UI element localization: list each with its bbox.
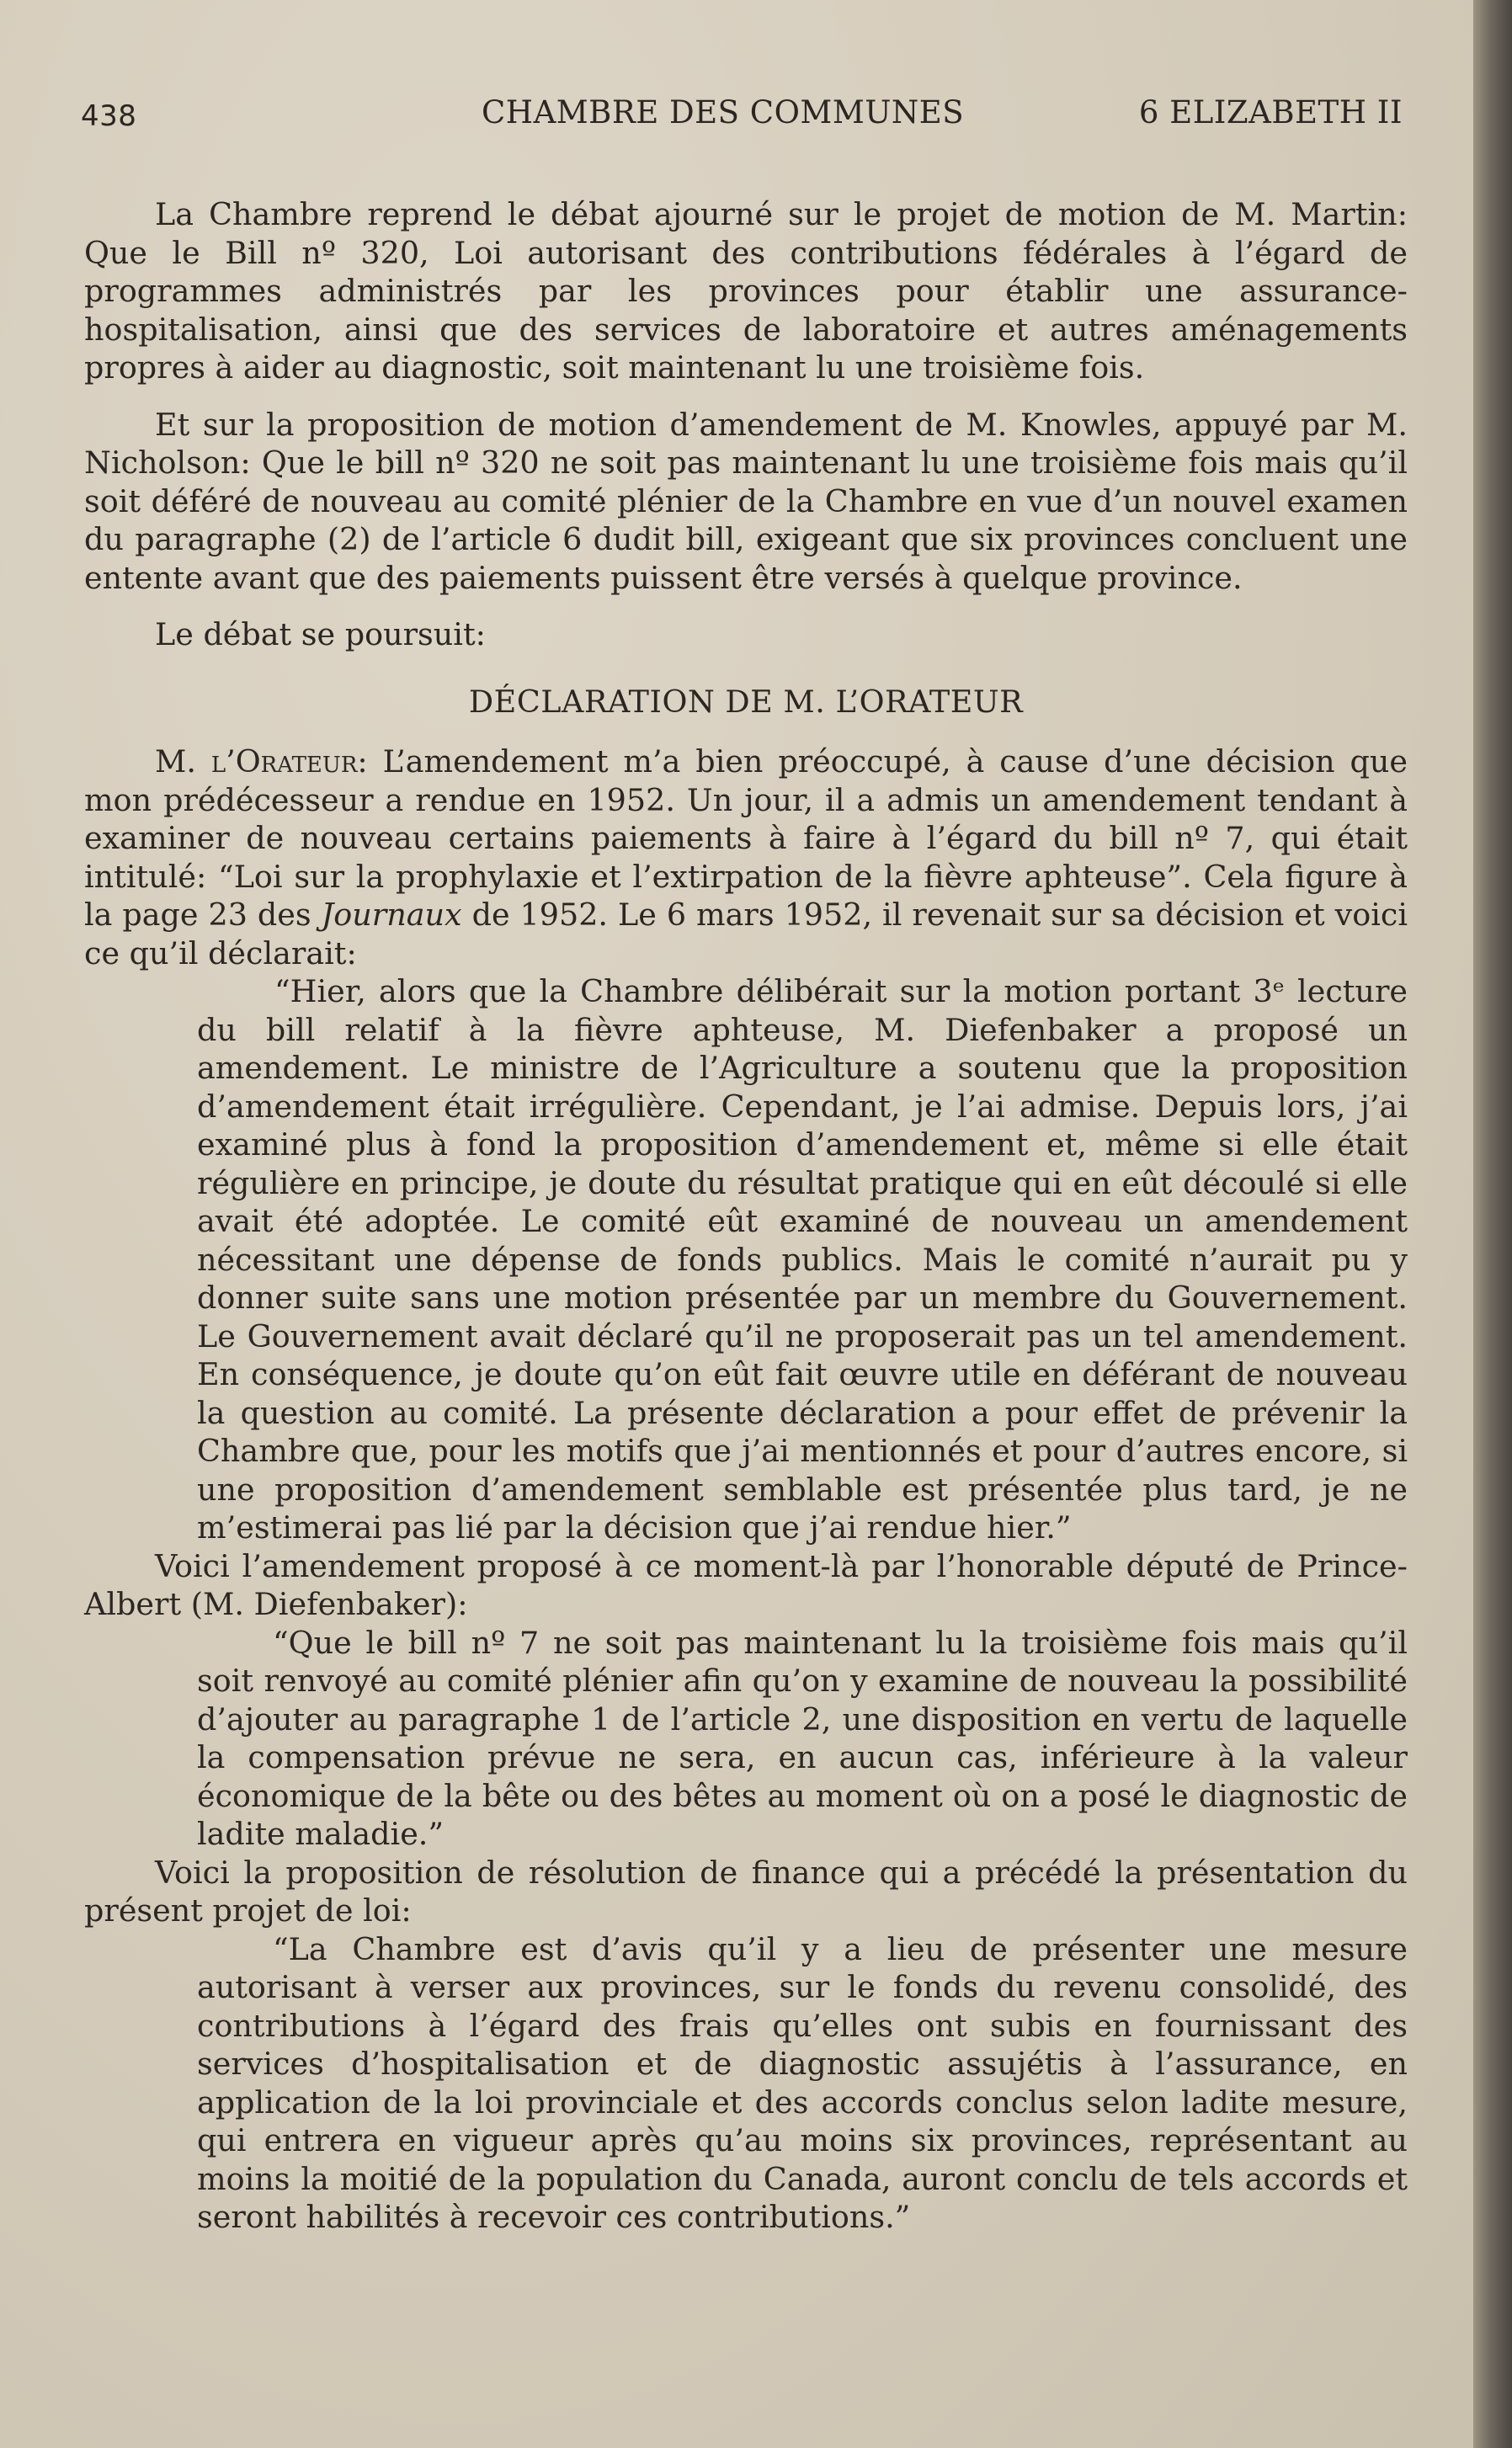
running-header	[81, 94, 1403, 136]
quote-previous-ruling: “Hier, alors que la Chambre délibérait sur la motion portant 3ᵉ lecture du bill relatif à la fièvre aphteuse, M. Diefenbaker a proposé un amendement. Le ministre de l’Agriculture a soutenu que la proposition d’amendement était irrégulière. Cependant, je l’ai admise. Depuis lors, j’ai examiné plus à fond la proposition d’amendement et, même si elle était régulière en principe, je doute du résultat pratique qui en eût découlé si elle avait été adoptée. Le comité eût examiné de nouveau un amendement nécessitant une dépense de fonds publics. Mais le comité n’aurait pu y donner suite sans une motion présentée par un membre du Gouvernement. Le Gouvernement avait déclaré qu’il ne proposerait pas un tel amendement. En conséquence, je doute qu’on eût fait œuvre utile en déférant de nouveau la question au comité. La présente déclaration a pour effet de prévenir la Chambre que, pour les motifs que j’ai mentionnés et pour d’autres encore, si une proposition d’amendement semblable est présentée plus tard, je ne m’estimerai pas lié par la décision que j’ai rendue hier.”	[197, 973, 1408, 1546]
page-body	[84, 195, 1408, 2237]
paragraph-speaker-statement	[84, 742, 1408, 972]
quote-resolution: “La Chambre est d’avis qu’il y a lieu de présenter une mesure autorisant à verser aux provinces, sur le fonds du revenu consolidé, des contributions à l’égard des frais qu’elles ont subis en fournissant des services d’hospitalisation et de diagnostic assujétis à l’assurance, en application de la loi provinciale et des accords conclus selon ladite mesure, qui entrera en vigueur après qu’au moins six provinces, représentant au moins la moitié de la population du Canada, auront conclu de tels accords et seront habilités à recevoir ces contributions.”	[197, 1930, 1408, 2235]
paragraph-debate: Le débat se poursuit:	[155, 616, 486, 652]
statement-text-2: de 1952. Le 6 mars 1952, il revenait sur sa décision et voici ce qu’il déclarait:	[84, 897, 1408, 971]
quote-amendment: “Que le bill nº 7 ne soit pas maintenant lu la troisième fois mais qu’il soit renvoyé au comité plénier afin qu’on y examine de nouveau la possibilité d’ajouter au paragraphe 1 de l’article 2, une disposition en vertu de laquelle la compensation prévue ne sera, en aucun cas, inférieure à la valeur économique de la bête ou des bêtes au moment où on a posé le diagnostic de ladite maladie.”	[197, 1624, 1408, 1852]
statement-text-1: L’amendement m’a bien préoccupé, à cause d’une décision que mon prédécesseur a rendue en 1952. Un jour, il a admis un amendement tendant à examiner de nouveau certains paiements à faire à l’égard du bill nº 7, qui était intitulé: “Loi sur la prophylaxie et l’extirpation de la fièvre aphteuse”. Cela figure à la page 23 des	[84, 743, 1408, 933]
header-session: 6 ELIZABETH II	[1138, 94, 1403, 130]
paragraph-amendment: Et sur la proposition de motion d’amendement de M. Knowles, appuyé par M. Nicholson: Que le bill nº 320 ne soit pas maintenant lu une troisième fois mais qu’il soit déféré de nouveau au comité plénier de la Chambre en vue d’un nouvel examen du paragraphe (2) de l’article 6 dudit bill, exigeant que six provinces concluent une entente avant que des paiements puissent être versés à quelque province.	[84, 406, 1408, 596]
page-number: 438	[81, 99, 137, 133]
paragraph-amendment-intro: Voici l’amendement proposé à ce moment-là par l’honorable député de Prince-Albert (M. Diefenbaker):	[84, 1547, 1408, 1622]
paragraph-motion: La Chambre reprend le débat ajourné sur le projet de motion de M. Martin: Que le Bill nº 320, Loi autorisant des contributions fédérales à l’égard de programmes administrés par les provinces pour établir une assurance-hospitalisation, ainsi que des services de laboratoire et autres aménagements propres à aider au diagnostic, soit maintenant lu une troisième fois.	[84, 196, 1408, 386]
section-heading: DÉCLARATION DE M. L’ORATEUR	[468, 683, 1024, 720]
paragraph-resolution-intro: Voici la proposition de résolution de finance qui a précédé la présentation du présent projet de loi:	[84, 1854, 1408, 1929]
header-title: CHAMBRE DES COMMUNES	[482, 94, 965, 130]
statement-italic: Journaux	[321, 897, 462, 933]
page-edge	[1473, 0, 1512, 2448]
speaker-label: M. l’Orateur:	[155, 743, 368, 780]
